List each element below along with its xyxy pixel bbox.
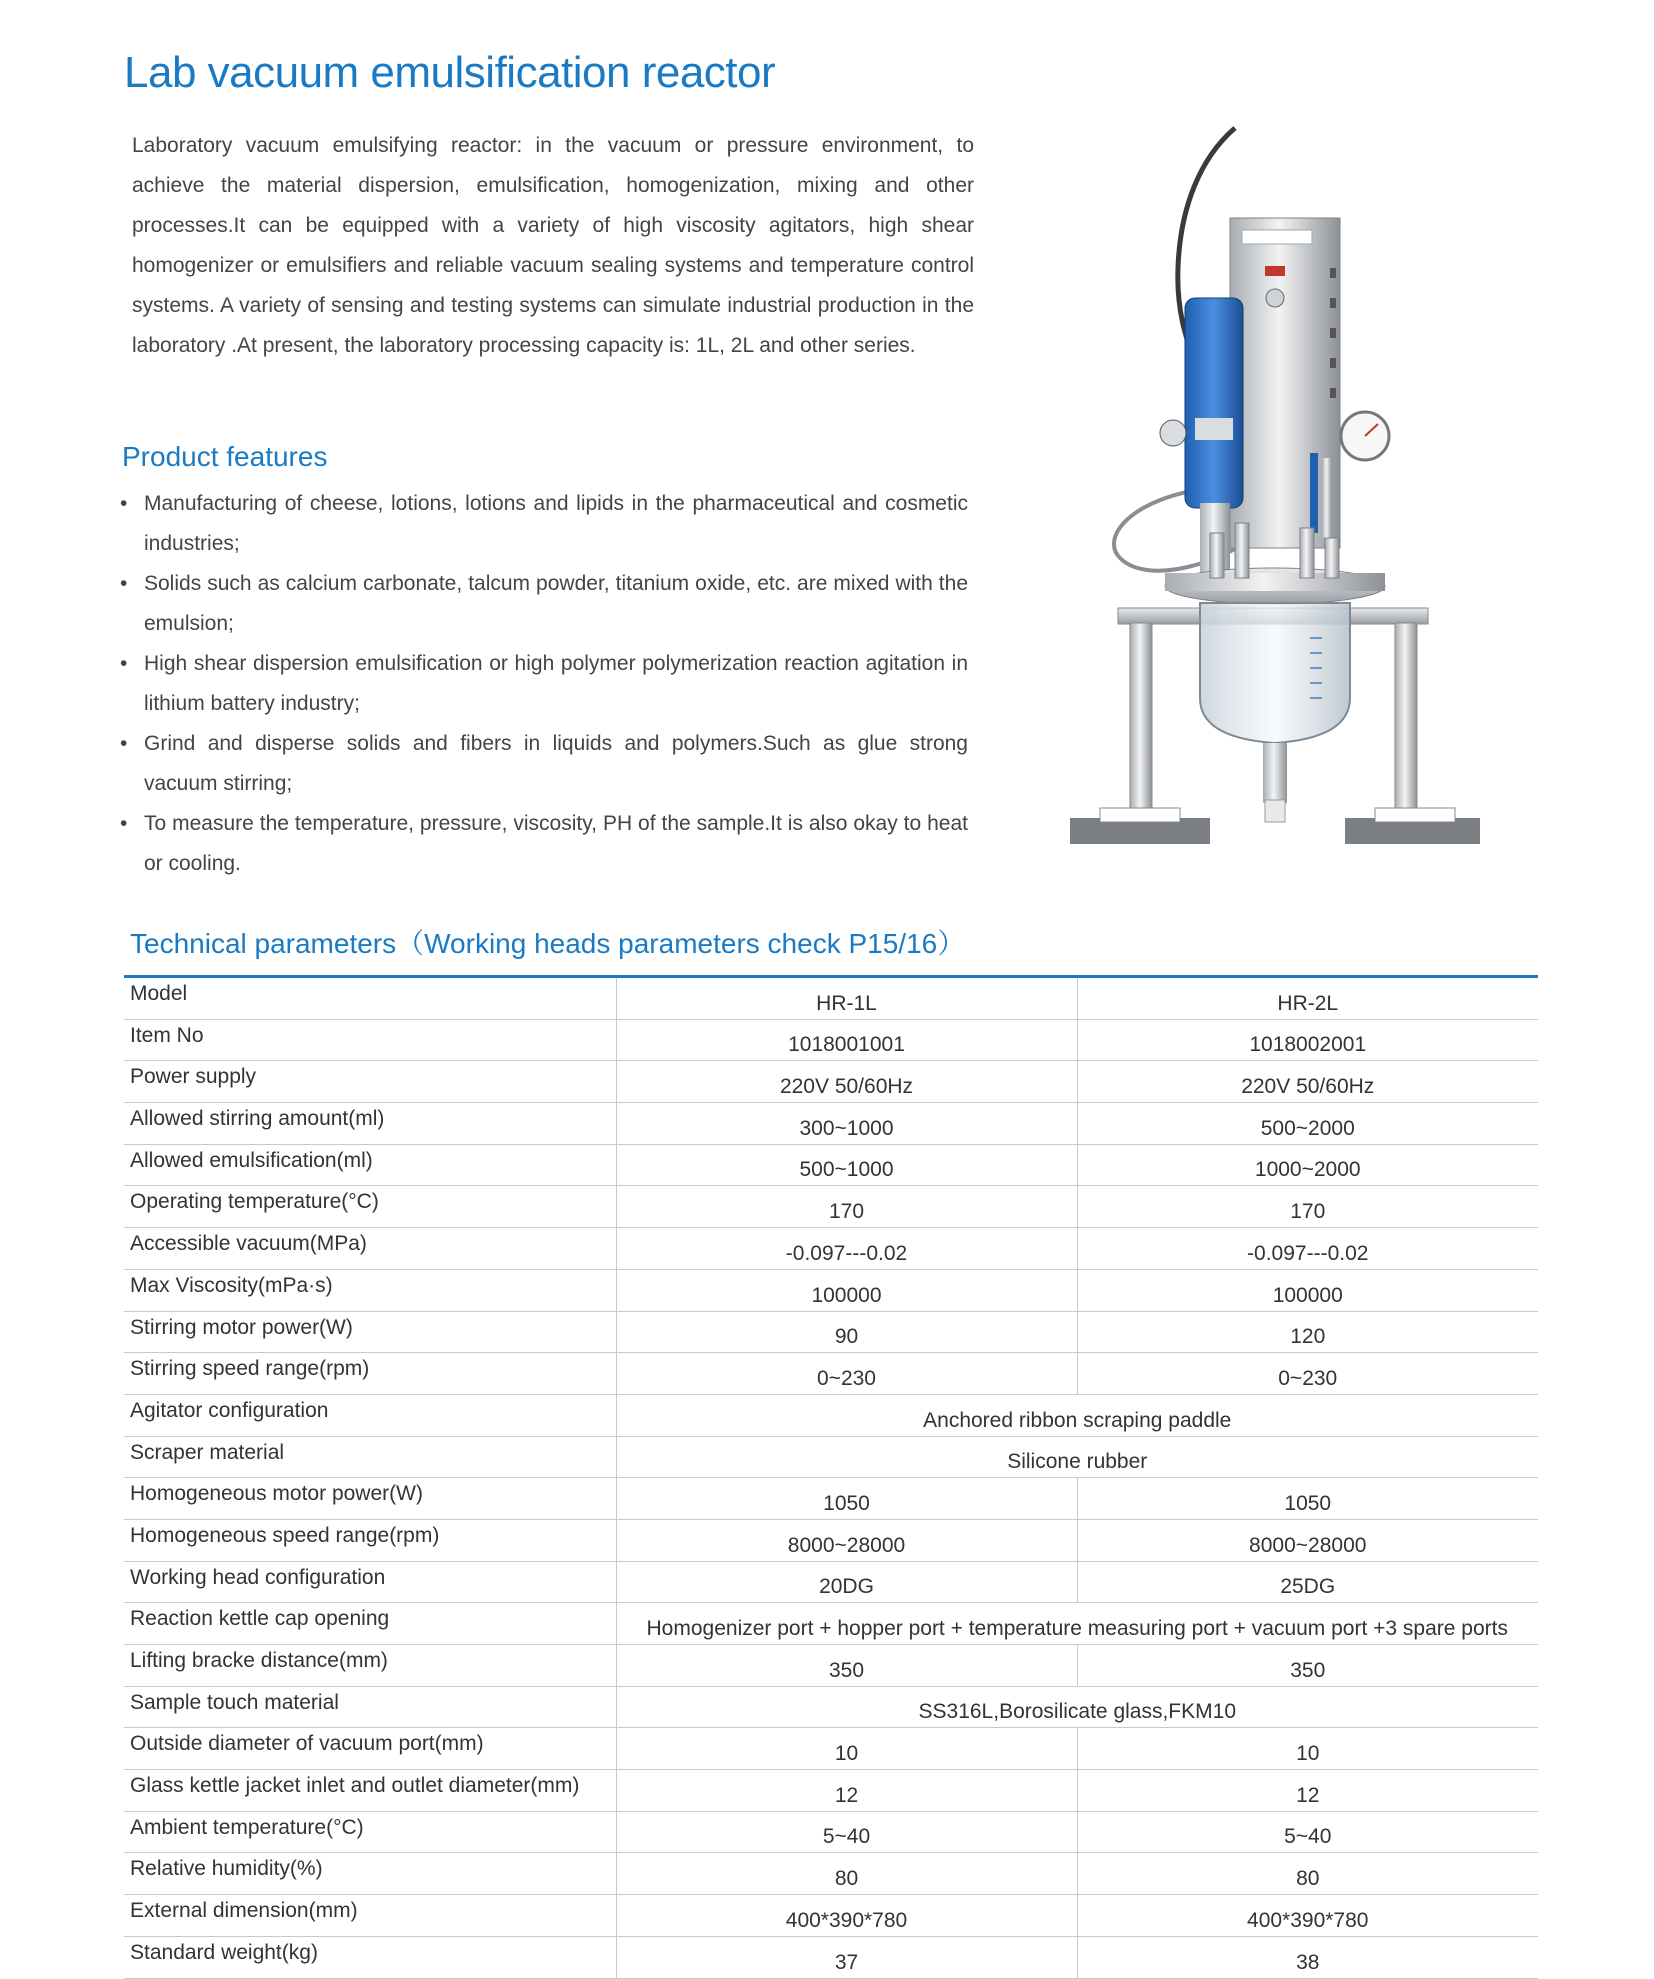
param-value-hr-2l: 12: [1077, 1770, 1538, 1812]
param-value-hr-2l: 220V 50/60Hz: [1077, 1061, 1538, 1103]
param-value-hr-1l: 170: [616, 1186, 1077, 1228]
param-value-hr-2l: 5~40: [1077, 1811, 1538, 1853]
param-value-hr-1l: 220V 50/60Hz: [616, 1061, 1077, 1103]
param-label: Allowed stirring amount(ml): [124, 1103, 616, 1145]
param-label: Power supply: [124, 1061, 616, 1103]
param-value-hr-1l: 1018001001: [616, 1019, 1077, 1061]
param-value-hr-2l: 500~2000: [1077, 1103, 1538, 1145]
param-label: Allowed emulsification(ml): [124, 1144, 616, 1186]
feature-item: • Manufacturing of cheese, lotions, lotions and lipids in the pharmaceutical and cosmetic industries;: [120, 484, 968, 564]
intro-paragraph: Laboratory vacuum emulsifying reactor: in the vacuum or pressure environment, to achieve the material dispersion, emulsification, homogenization, mixing and other processes.It can be equipped with a variety of high viscosity agitators, high shear homogenizer or emulsifiers and reliable vacuum sealing systems and temperature control systems. A variety of sensing and testing systems can simulate industrial production in the laboratory .At present, the laboratory processing capacity is: 1L, 2L and other series.: [132, 134, 974, 357]
param-value-hr-1l: 300~1000: [616, 1103, 1077, 1145]
table-row: [124, 1895, 1538, 1937]
reactor-product-image: [1060, 118, 1480, 888]
table-row: [124, 1686, 1538, 1728]
param-label: Operating temperature(°C): [124, 1186, 616, 1228]
page-title: Lab vacuum emulsification reactor: [124, 48, 776, 97]
param-label: Lifting bracke distance(mm): [124, 1645, 616, 1687]
table-row: [124, 1228, 1538, 1270]
param-value-hr-1l: 8000~28000: [616, 1519, 1077, 1561]
param-value-hr-1l: -0.097---0.02: [616, 1228, 1077, 1270]
param-label: Relative humidity(%): [124, 1853, 616, 1895]
param-value-hr-2l: 0~230: [1077, 1353, 1538, 1395]
table-row: [124, 978, 1538, 1019]
features-heading: Product features: [122, 441, 328, 472]
param-value-hr-2l: -0.097---0.02: [1077, 1228, 1538, 1270]
param-value-hr-2l: 80: [1077, 1853, 1538, 1895]
param-value-hr-2l: 38: [1077, 1936, 1538, 1978]
param-label: External dimension(mm): [124, 1895, 616, 1937]
feature-item: • To measure the temperature, pressure, viscosity, PH of the sample.It is also okay to heat or cooling.: [120, 804, 968, 884]
param-value-hr-2l: 25DG: [1077, 1561, 1538, 1603]
param-label: Ambient temperature(°C): [124, 1811, 616, 1853]
table-row: [124, 1061, 1538, 1103]
param-label: Standard weight(kg): [124, 1936, 616, 1978]
param-value-shared: SS316L,Borosilicate glass,FKM10: [616, 1686, 1538, 1728]
table-row: [124, 1811, 1538, 1853]
param-value-hr-1l: 90: [616, 1311, 1077, 1353]
param-value-hr-2l: 350: [1077, 1645, 1538, 1687]
feature-item: • High shear dispersion emulsification or high polymer polymerization reaction agitation in lithium battery industry;: [120, 644, 968, 724]
param-value-hr-2l: HR-2L: [1077, 978, 1538, 1019]
table-row: [124, 1186, 1538, 1228]
table-row: [124, 1645, 1538, 1687]
param-value-shared: Anchored ribbon scraping paddle: [616, 1394, 1538, 1436]
param-value-hr-1l: 12: [616, 1770, 1077, 1812]
table-row: [124, 1103, 1538, 1145]
param-label: Scraper material: [124, 1436, 616, 1478]
param-value-hr-2l: 1000~2000: [1077, 1144, 1538, 1186]
table-row: [124, 1019, 1538, 1061]
table-row: [124, 1519, 1538, 1561]
param-label: Model: [124, 978, 616, 1019]
param-value-hr-1l: 0~230: [616, 1353, 1077, 1395]
param-value-hr-1l: 350: [616, 1645, 1077, 1687]
param-label: Stirring speed range(rpm): [124, 1353, 616, 1395]
table-row: [124, 1353, 1538, 1395]
param-label: Sample touch material: [124, 1686, 616, 1728]
feature-item: • Grind and disperse solids and fibers in liquids and polymers.Such as glue strong vacuum stirring;: [120, 724, 968, 804]
param-value-hr-2l: 100000: [1077, 1269, 1538, 1311]
param-label: Homogeneous speed range(rpm): [124, 1519, 616, 1561]
table-row: [124, 1853, 1538, 1895]
param-value-hr-1l: 80: [616, 1853, 1077, 1895]
param-value-hr-2l: 10: [1077, 1728, 1538, 1770]
table-row: [124, 1936, 1538, 1978]
param-value-hr-1l: 500~1000: [616, 1144, 1077, 1186]
table-row: [124, 1478, 1538, 1520]
param-label: Working head configuration: [124, 1561, 616, 1603]
param-value-hr-2l: 8000~28000: [1077, 1519, 1538, 1561]
features-list: [120, 484, 968, 884]
param-value-hr-1l: 20DG: [616, 1561, 1077, 1603]
param-value-hr-2l: 400*390*780: [1077, 1895, 1538, 1937]
table-row: [124, 1436, 1538, 1478]
tech-params-heading: Technical parameters（Working heads parameters check P15/16）: [130, 928, 966, 959]
param-value-hr-2l: 1018002001: [1077, 1019, 1538, 1061]
param-label: Item No: [124, 1019, 616, 1061]
param-value-hr-1l: HR-1L: [616, 978, 1077, 1019]
table-row: [124, 1770, 1538, 1812]
param-value-hr-1l: 400*390*780: [616, 1895, 1077, 1937]
param-label: Outside diameter of vacuum port(mm): [124, 1728, 616, 1770]
param-value-hr-2l: 120: [1077, 1311, 1538, 1353]
param-label: Glass kettle jacket inlet and outlet diameter(mm): [124, 1770, 616, 1812]
table-row: [124, 1144, 1538, 1186]
param-label: Agitator configuration: [124, 1394, 616, 1436]
tech-params-table: [124, 978, 1538, 1979]
param-value-hr-1l: 37: [616, 1936, 1077, 1978]
param-value-hr-1l: 5~40: [616, 1811, 1077, 1853]
table-row: [124, 1269, 1538, 1311]
param-label: Homogeneous motor power(W): [124, 1478, 616, 1520]
param-value-shared: Silicone rubber: [616, 1436, 1538, 1478]
table-row: [124, 1311, 1538, 1353]
param-value-shared: Homogenizer port + hopper port + temperature measuring port + vacuum port +3 spare ports: [616, 1603, 1538, 1645]
param-value-hr-1l: 100000: [616, 1269, 1077, 1311]
param-value-hr-2l: 170: [1077, 1186, 1538, 1228]
table-row: [124, 1728, 1538, 1770]
param-value-hr-2l: 1050: [1077, 1478, 1538, 1520]
param-value-hr-1l: 1050: [616, 1478, 1077, 1520]
table-row: [124, 1603, 1538, 1645]
table-row: [124, 1561, 1538, 1603]
param-value-hr-1l: 10: [616, 1728, 1077, 1770]
param-label: Max Viscosity(mPa·s): [124, 1269, 616, 1311]
feature-item: • Solids such as calcium carbonate, talcum powder, titanium oxide, etc. are mixed with the emulsion;: [120, 564, 968, 644]
param-label: Stirring motor power(W): [124, 1311, 616, 1353]
param-label: Accessible vacuum(MPa): [124, 1228, 616, 1270]
param-label: Reaction kettle cap opening: [124, 1603, 616, 1645]
table-row: [124, 1394, 1538, 1436]
